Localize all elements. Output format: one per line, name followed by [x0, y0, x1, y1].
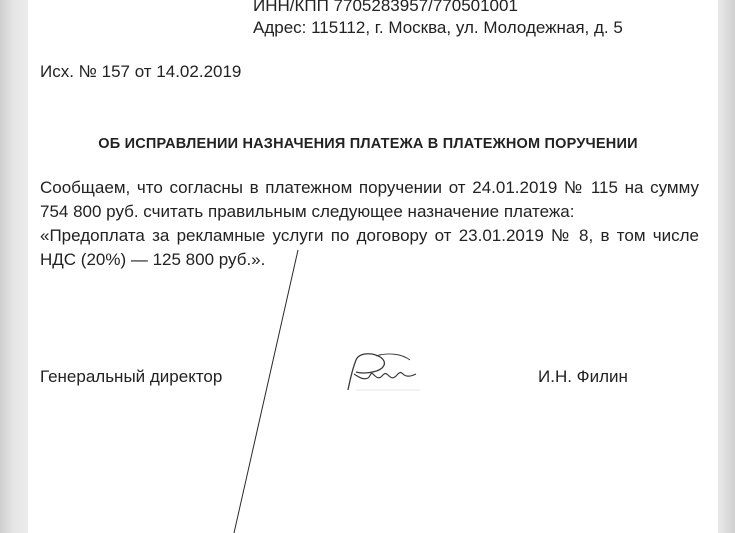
- body-line: Сообщаем, что согласны в платежном поручении от 24.01.2019 № 115 на сумму: [40, 178, 699, 197]
- document-title: ОБ ИСПРАВЛЕНИИ НАЗНАЧЕНИЯ ПЛАТЕЖА В ПЛАТЕЖНОМ ПОРУЧЕНИИ: [98, 136, 638, 152]
- outgoing-reference: Исх. № 157 от 14.02.2019: [40, 62, 242, 81]
- body-paragraph-1: [40, 176, 699, 224]
- body-line: 754 800 руб. считать правильным следующее назначение платежа:: [40, 202, 575, 221]
- signatory-position: Генеральный директор: [40, 367, 223, 386]
- handwritten-signature: [338, 350, 428, 394]
- body-paragraph-2: [40, 224, 699, 272]
- inn-kpp: ИНН/КПП 7705283957/770501001: [253, 0, 518, 15]
- document-page: [28, 0, 718, 533]
- body-line: НДС (20%) — 125 800 руб.».: [40, 250, 266, 269]
- company-address: Адрес: 115112, г. Москва, ул. Молодежная, д. 5: [253, 18, 623, 37]
- body-line: «Предоплата за рекламные услуги по договору от 23.01.2019 № 8, в том числе: [40, 226, 699, 245]
- signatory-name: И.Н. Филин: [538, 367, 628, 386]
